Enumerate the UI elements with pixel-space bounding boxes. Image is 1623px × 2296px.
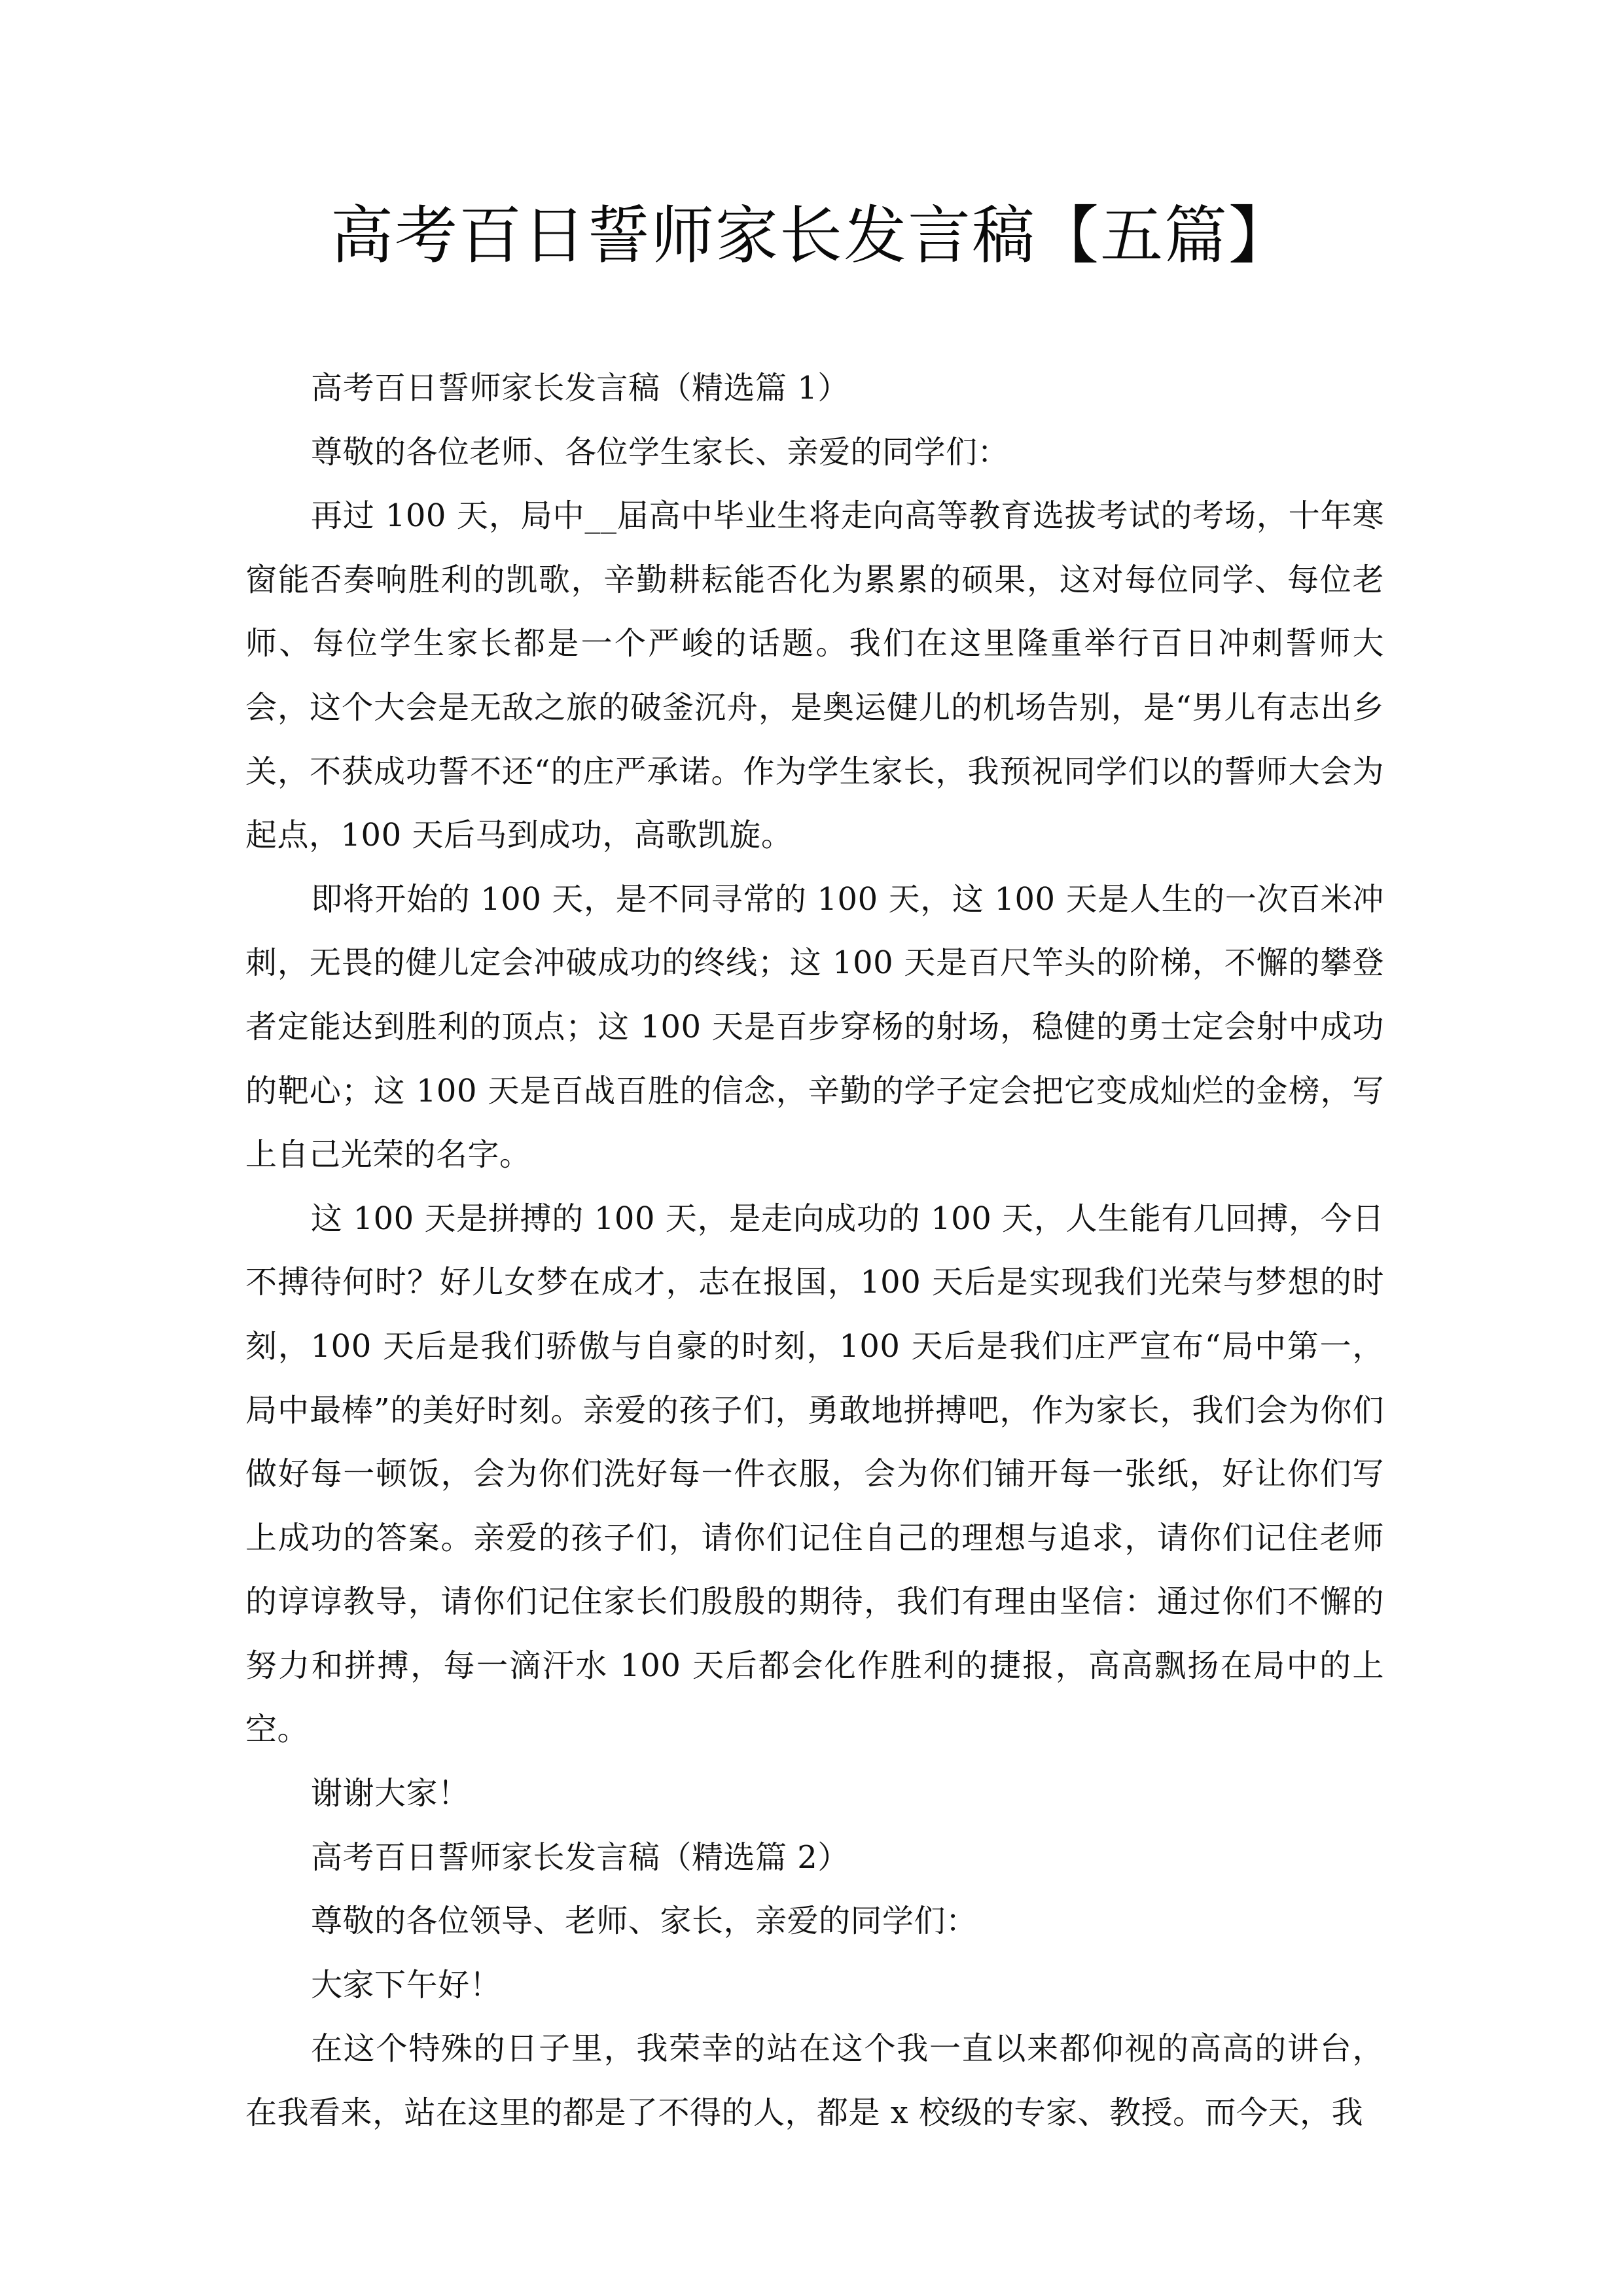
salutation-2: 尊敬的各位领导、老师、家长，亲爱的同学们： xyxy=(311,1903,978,1940)
salutation-1: 尊敬的各位老师、各位学生家长、亲爱的同学们： xyxy=(311,433,1010,471)
body-paragraph: 再过 100 天，局中__届高中毕业生将走向高等教育选拔考试的考场，十年寒窗能否奏响胜利的凯歌，辛勤耕耘能否化为累累的硕果，这对每位同学、每位老师、每位学生家长都是一个严峻的话题。我们在这里隆重举行百日冲刺誓师大会，这个大会是无敌之旅的破釜沉舟，是奥运健儿的机场告别，是“男儿有志出乡关，不获成功誓不还“的庄严承诺。作为学生家长，我预祝同学们以的誓师大会为起点，100 天后马到成功，高歌凯旋。 xyxy=(245,497,1384,854)
body-paragraph: 这 100 天是拼搏的 100 天，是走向成功的 100 天，人生能有几回搏，今日不搏待何时？好儿女梦在成才，志在报国，100 天后是实现我们光荣与梦想的时刻，100 天后是我们骄傲与自豪的时刻，100 天后是我们庄严宣布“局中第一，局中最棒”的美好时刻。亲爱的孩子们，勇敢地拼搏吧，作为家长，我们会为你们做好每一顿饭，会为你们洗好每一件衣服，会为你们铺开每一张纸，好让你们写上成功的答案。亲爱的孩子们，请你们记住自己的理想与追求，请你们记住老师的谆谆教导，请你们记住家长们殷殷的期待，我们有理由坚信：通过你们不懈的努力和拼搏，每一滴汗水 100 天后都会化作胜利的捷报，高高飘扬在局中的上空。 xyxy=(245,1200,1384,1748)
body-paragraph: 在这个特殊的日子里，我荣幸的站在这个我一直以来都仰视的高高的讲台，在我看来，站在这里的都是了不得的人，都是 x 校级的专家、教授。而今天，我 xyxy=(245,2030,1384,2132)
greeting-line: 大家下午好！ xyxy=(311,1966,502,2003)
section-heading-1: 高考百日誓师家长发言稿（精选篇 1） xyxy=(311,370,849,406)
section-heading-2: 高考百日誓师家长发言稿（精选篇 2） xyxy=(311,1839,849,1876)
document-title: 高考百日誓师家长发言稿【五篇】 xyxy=(330,199,1293,272)
closing-line: 谢谢大家！ xyxy=(311,1775,470,1812)
body-paragraph: 即将开始的 100 天，是不同寻常的 100 天，这 100 天是人生的一次百米冲刺，无畏的健儿定会冲破成功的终线；这 100 天是百尺竿头的阶梯，不懈的攀登者定能达到胜利的顶点；这 100 天是百步穿杨的射场，稳健的勇士定会射中成功的靶心；这 100 天是百战百胜的信念，辛勤的学子定会把它变成灿烂的金榜，写上自己光荣的名字。 xyxy=(245,880,1384,1174)
document-body xyxy=(245,357,1384,2145)
